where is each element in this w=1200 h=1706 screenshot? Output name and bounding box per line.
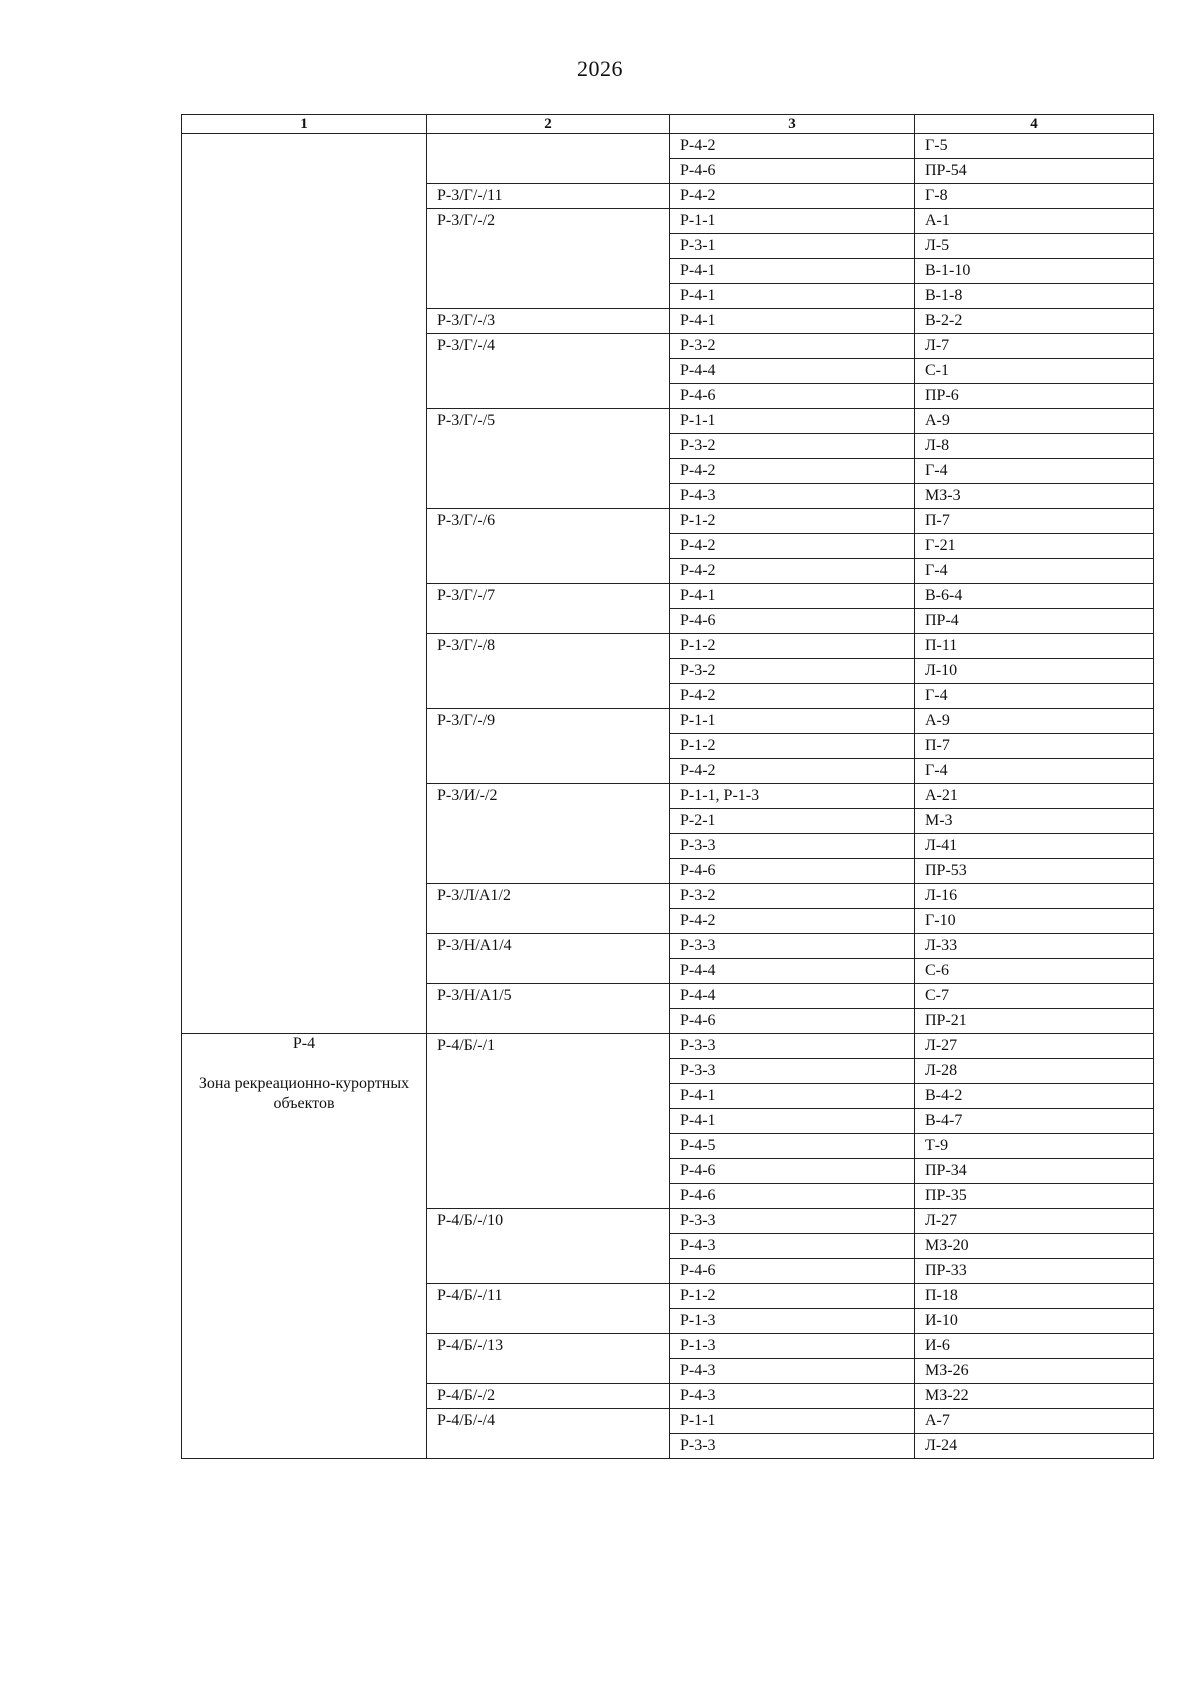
table-row <box>182 1034 1154 1059</box>
object-code-cell: П-11 <box>915 634 1154 659</box>
object-code-cell: ПР-35 <box>915 1184 1154 1209</box>
object-code-cell: М-3 <box>915 809 1154 834</box>
subzone-code-cell: Р-4-4 <box>670 359 915 384</box>
subzone-code-cell: Р-1-2 <box>670 509 915 534</box>
territory-code-cell: Р-4/Б/-/10 <box>427 1209 670 1284</box>
object-code-cell: ПР-4 <box>915 609 1154 634</box>
object-code-cell: Т-9 <box>915 1134 1154 1159</box>
subzone-code-cell: Р-1-1 <box>670 409 915 434</box>
object-code-cell: ПР-6 <box>915 384 1154 409</box>
subzone-code-cell: Р-4-2 <box>670 134 915 159</box>
object-code-cell: В-1-10 <box>915 259 1154 284</box>
subzone-code-cell: Р-4-6 <box>670 859 915 884</box>
subzone-code-cell: Р-1-3 <box>670 1309 915 1334</box>
object-code-cell: А-9 <box>915 409 1154 434</box>
column-header-3: 3 <box>670 115 915 134</box>
subzone-code-cell: Р-3-2 <box>670 659 915 684</box>
subzone-code-cell: Р-3-3 <box>670 1059 915 1084</box>
territory-code-cell: Р-4/Б/-/4 <box>427 1409 670 1459</box>
object-code-cell: Л-28 <box>915 1059 1154 1084</box>
subzone-code-cell: Р-4-6 <box>670 1009 915 1034</box>
subzone-code-cell: Р-4-3 <box>670 484 915 509</box>
subzone-code-cell: Р-4-6 <box>670 1159 915 1184</box>
subzone-code-cell: Р-3-3 <box>670 934 915 959</box>
territory-code-cell: Р-4/Б/-/1 <box>427 1034 670 1209</box>
subzone-code-cell: Р-1-1, Р-1-3 <box>670 784 915 809</box>
subzone-code-cell: Р-4-2 <box>670 559 915 584</box>
object-code-cell: С-6 <box>915 959 1154 984</box>
object-code-cell: Л-8 <box>915 434 1154 459</box>
object-code-cell: П-18 <box>915 1284 1154 1309</box>
subzone-code-cell: Р-4-1 <box>670 1084 915 1109</box>
column-header-4: 4 <box>915 115 1154 134</box>
object-code-cell: Л-10 <box>915 659 1154 684</box>
zone-spacer <box>188 1054 420 1074</box>
zone-code: Р-4 <box>292 1035 316 1052</box>
territory-code-cell: Р-3/Н/А1/5 <box>427 984 670 1034</box>
subzone-code-cell: Р-4-1 <box>670 284 915 309</box>
subzone-code-cell: Р-3-1 <box>670 234 915 259</box>
object-code-cell: В-1-8 <box>915 284 1154 309</box>
object-code-cell: ПР-21 <box>915 1009 1154 1034</box>
object-code-cell: Л-27 <box>915 1034 1154 1059</box>
object-code-cell: И-10 <box>915 1309 1154 1334</box>
territory-code-cell: Р-3/Н/А1/4 <box>427 934 670 984</box>
subzone-code-cell: Р-4-4 <box>670 959 915 984</box>
subzone-code-cell: Р-4-6 <box>670 609 915 634</box>
subzone-code-cell: Р-3-2 <box>670 884 915 909</box>
object-code-cell: Л-7 <box>915 334 1154 359</box>
subzone-code-cell: Р-4-6 <box>670 384 915 409</box>
column-header-1: 1 <box>182 115 427 134</box>
subzone-code-cell: Р-1-1 <box>670 709 915 734</box>
territory-code-cell: Р-3/Л/А1/2 <box>427 884 670 934</box>
object-code-cell: И-6 <box>915 1334 1154 1359</box>
subzone-code-cell: Р-3-3 <box>670 1434 915 1459</box>
object-code-cell: Г-21 <box>915 534 1154 559</box>
object-code-cell: В-2-2 <box>915 309 1154 334</box>
territory-code-cell: Р-3/Г/-/6 <box>427 509 670 584</box>
object-code-cell: Г-5 <box>915 134 1154 159</box>
subzone-code-cell: Р-4-1 <box>670 259 915 284</box>
territory-code-cell: Р-3/Г/-/2 <box>427 209 670 309</box>
zoning-table <box>181 114 1154 1459</box>
subzone-code-cell: Р-4-2 <box>670 459 915 484</box>
object-code-cell: А-7 <box>915 1409 1154 1434</box>
territory-code-cell: Р-4/Б/-/11 <box>427 1284 670 1334</box>
subzone-code-cell: Р-4-3 <box>670 1359 915 1384</box>
subzone-code-cell: Р-1-2 <box>670 634 915 659</box>
table-row <box>182 134 1154 159</box>
territory-code-cell: Р-3/Г/-/4 <box>427 334 670 409</box>
object-code-cell: Г-4 <box>915 459 1154 484</box>
territory-code-cell: Р-3/Г/-/8 <box>427 634 670 709</box>
subzone-code-cell: Р-4-6 <box>670 1184 915 1209</box>
object-code-cell: ПР-34 <box>915 1159 1154 1184</box>
object-code-cell: В-6-4 <box>915 584 1154 609</box>
territory-code-cell: Р-3/Г/-/7 <box>427 584 670 634</box>
object-code-cell: Г-8 <box>915 184 1154 209</box>
subzone-code-cell: Р-4-1 <box>670 584 915 609</box>
object-code-cell: Г-10 <box>915 909 1154 934</box>
object-code-cell: Г-4 <box>915 759 1154 784</box>
object-code-cell: С-7 <box>915 984 1154 1009</box>
subzone-code-cell: Р-4-2 <box>670 684 915 709</box>
object-code-cell: Л-5 <box>915 234 1154 259</box>
table-header-row <box>182 115 1154 134</box>
subzone-code-cell: Р-4-2 <box>670 184 915 209</box>
subzone-code-cell: Р-1-2 <box>670 734 915 759</box>
territory-code-cell: Р-3/Г/-/3 <box>427 309 670 334</box>
territory-code-cell <box>427 134 670 184</box>
object-code-cell: А-9 <box>915 709 1154 734</box>
subzone-code-cell: Р-4-5 <box>670 1134 915 1159</box>
object-code-cell: А-21 <box>915 784 1154 809</box>
object-code-cell: МЗ-20 <box>915 1234 1154 1259</box>
territory-code-cell: Р-3/Г/-/5 <box>427 409 670 509</box>
object-code-cell: Л-33 <box>915 934 1154 959</box>
subzone-code-cell: Р-2-1 <box>670 809 915 834</box>
subzone-code-cell: Р-4-1 <box>670 1109 915 1134</box>
subzone-code-cell: Р-1-2 <box>670 1284 915 1309</box>
object-code-cell: А-1 <box>915 209 1154 234</box>
object-code-cell: В-4-2 <box>915 1084 1154 1109</box>
zoning-table-container <box>181 114 1153 1459</box>
object-code-cell: ПР-53 <box>915 859 1154 884</box>
object-code-cell: ПР-54 <box>915 159 1154 184</box>
subzone-code-cell: Р-3-3 <box>670 1209 915 1234</box>
object-code-cell: Л-16 <box>915 884 1154 909</box>
object-code-cell: П-7 <box>915 509 1154 534</box>
object-code-cell: П-7 <box>915 734 1154 759</box>
subzone-code-cell: Р-3-3 <box>670 1034 915 1059</box>
subzone-code-cell: Р-4-1 <box>670 309 915 334</box>
subzone-code-cell: Р-1-1 <box>670 209 915 234</box>
page-number: 2026 <box>577 56 623 81</box>
object-code-cell: Л-24 <box>915 1434 1154 1459</box>
object-code-cell: Л-27 <box>915 1209 1154 1234</box>
subzone-code-cell: Р-4-6 <box>670 159 915 184</box>
subzone-code-cell: Р-3-3 <box>670 834 915 859</box>
zone-cell <box>182 134 427 1034</box>
subzone-code-cell: Р-4-6 <box>670 1259 915 1284</box>
subzone-code-cell: Р-1-3 <box>670 1334 915 1359</box>
object-code-cell: МЗ-26 <box>915 1359 1154 1384</box>
column-header-2: 2 <box>427 115 670 134</box>
territory-code-cell: Р-4/Б/-/13 <box>427 1334 670 1384</box>
object-code-cell: МЗ-3 <box>915 484 1154 509</box>
territory-code-cell: Р-4/Б/-/2 <box>427 1384 670 1409</box>
object-code-cell: Г-4 <box>915 684 1154 709</box>
subzone-code-cell: Р-4-2 <box>670 759 915 784</box>
territory-code-cell: Р-3/Г/-/11 <box>427 184 670 209</box>
table-body <box>182 134 1154 1459</box>
territory-code-cell: Р-3/И/-/2 <box>427 784 670 884</box>
subzone-code-cell: Р-1-1 <box>670 1409 915 1434</box>
territory-code-cell: Р-3/Г/-/9 <box>427 709 670 784</box>
object-code-cell: В-4-7 <box>915 1109 1154 1134</box>
zone-name: Зона рекреационно-курортных объектов <box>198 1075 410 1112</box>
subzone-code-cell: Р-3-2 <box>670 334 915 359</box>
object-code-cell: С-1 <box>915 359 1154 384</box>
subzone-code-cell: Р-3-2 <box>670 434 915 459</box>
object-code-cell: МЗ-22 <box>915 1384 1154 1409</box>
subzone-code-cell: Р-4-4 <box>670 984 915 1009</box>
zone-cell <box>182 1034 427 1459</box>
subzone-code-cell: Р-4-3 <box>670 1384 915 1409</box>
object-code-cell: Г-4 <box>915 559 1154 584</box>
subzone-code-cell: Р-4-3 <box>670 1234 915 1259</box>
subzone-code-cell: Р-4-2 <box>670 534 915 559</box>
object-code-cell: ПР-33 <box>915 1259 1154 1284</box>
subzone-code-cell: Р-4-2 <box>670 909 915 934</box>
object-code-cell: Л-41 <box>915 834 1154 859</box>
